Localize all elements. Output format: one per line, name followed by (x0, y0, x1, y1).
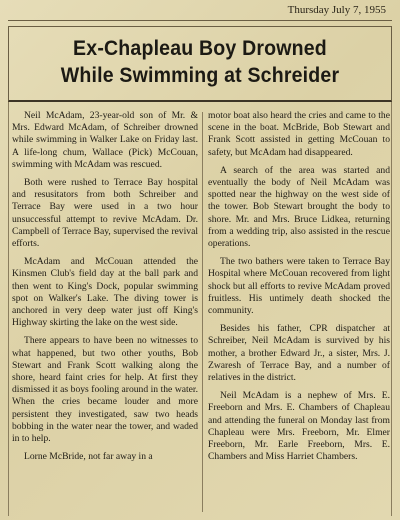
left-edge-rule (8, 102, 9, 516)
right-column (208, 110, 390, 469)
headline (22, 35, 377, 89)
article-paragraph: Neil McAdam, 23-year-old son of Mr. & Mrs. Edward McAdam, of Schreiber drowned while swimming in Walker Lake on Friday last. A life-long chum, Wallace (Pick) McCouan, swimming with McAdam was rescued. (12, 110, 198, 170)
article-paragraph: motor boat also heard the cries and came to the scene in the boat. McBride, Bob Stewart and Frank Scott assisted in getting McCouan to safety, but McAdam had disappeared. (208, 110, 390, 158)
article-paragraph: Both were rushed to Terrace Bay hospital and resusitators from both Schreiber and Terrace Bay were used in a two hour unsuccessful attempt to revive McAdam. Dr. Campbell of Terrace Bay, supervised the revival efforts. (12, 177, 198, 250)
article-paragraph: Besides his father, CPR dispatcher at Schreiber, Neil McAdam is survived by his mother, a brother Edward Jr., a sister, Mrs. J. Zwaresh of Terrace Bay, and a number of relatives in the district. (208, 323, 390, 384)
article-paragraph: The two bathers were taken to Terrace Bay Hospital where McCouan recovered from light shock but all efforts to revive McAdam proved fruitless. His untimely death shocked the community. (208, 256, 390, 317)
article-paragraph: There appears to have been no witnesses to what happened, but two other youths, Bob Stewart and Frank Scott walking along the shore, heard faint cries for help. At first they dismissed it as boys fooling around in the water. When the cries became louder and more persistent they investigated, saw two heads bobbing in the water near the tower, and waded in to help. (12, 335, 198, 445)
article-paragraph: Lorne McBride, not far away in a (24, 451, 153, 463)
left-column (12, 110, 198, 469)
article-paragraph: McAdam and McCouan attended the Kinsmen Club's field day at the ball park and then went to King's Dock, popular swimming spot on Walker's Lake. The diving tower is anchored in very deep water just off King's Highway skirting the lake on the west side. (12, 256, 198, 329)
article-paragraph: A search of the area was started and eventually the body of Neil McAdam was spotted near the highway on the west side of the tower. Bob Stewart brought the body to shore. Mr. and Mrs. Bruce Lidkea, returning from a wedding trip, also assisted in the rescue operations. (208, 164, 390, 250)
headline-line-1: Ex-Chapleau Boy Drowned (73, 37, 327, 60)
headline-box (8, 26, 392, 102)
dateline: Thursday July 7, 1955 (287, 4, 386, 16)
headline-line-2: While Swimming at Schreider (60, 64, 340, 87)
top-rule (8, 20, 392, 21)
article-paragraph: Neil McAdam is a nephew of Mrs. E. Freeborn and Mrs. E. Chambers of Chapleau and attending the funeral on Monday last from Chapleau were Mrs. Freeborn, Mr. Elmer Freeborn, Mr. Earle Freeborn, Mrs. E. Chambers and Miss Harriet Chambers. (208, 390, 390, 463)
right-edge-rule (391, 102, 392, 516)
column-divider (202, 112, 203, 512)
